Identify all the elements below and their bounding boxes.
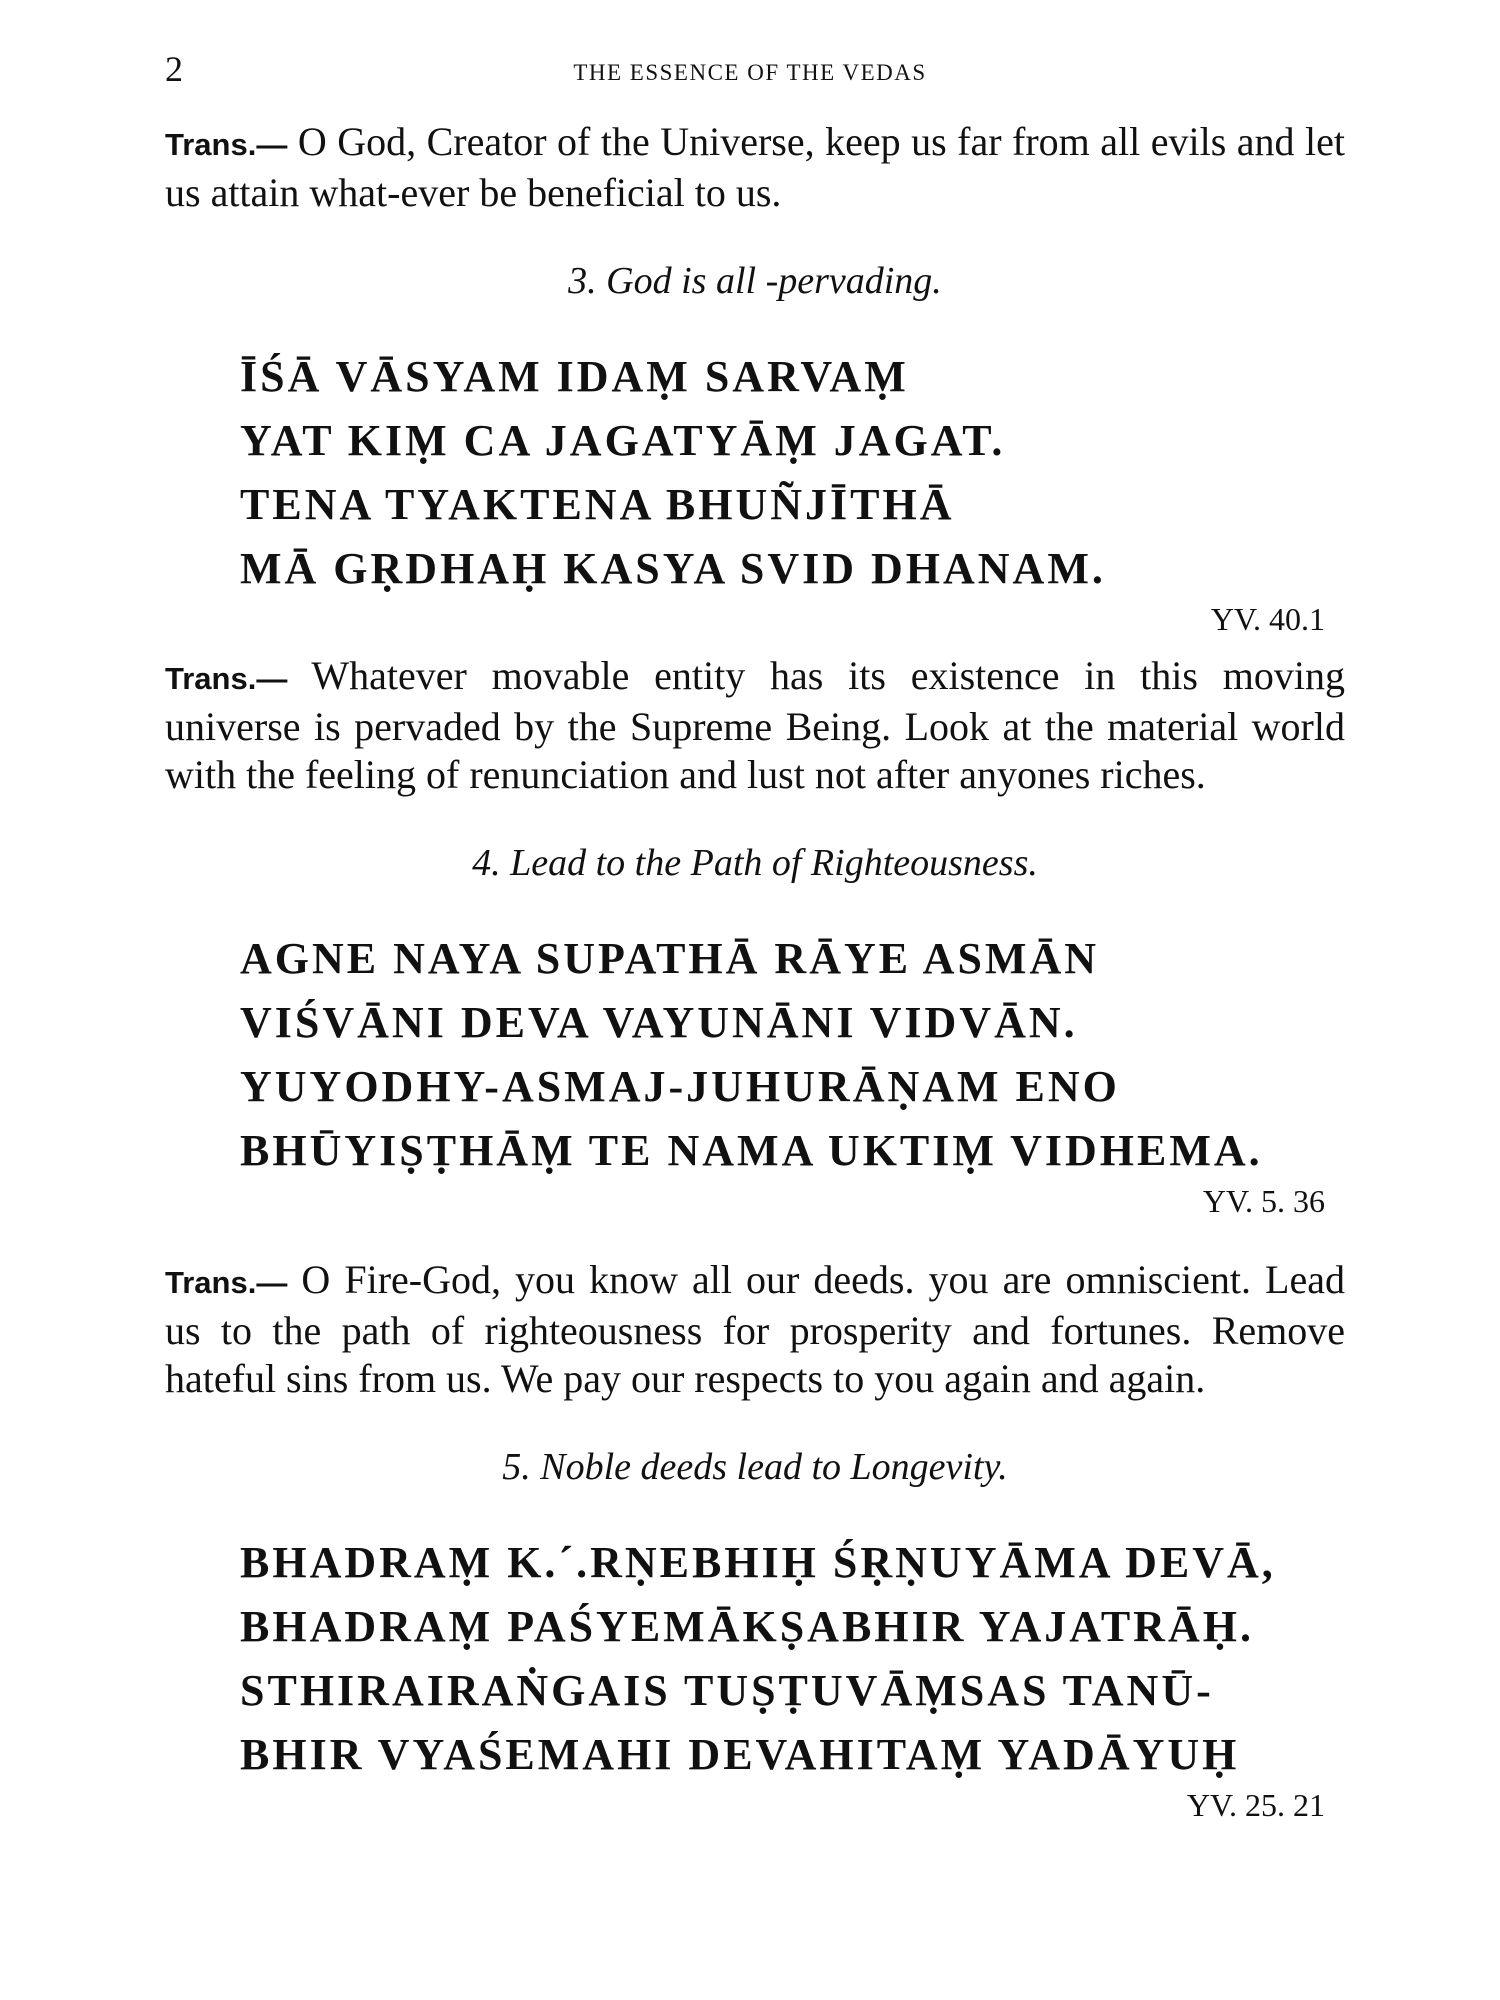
running-title: THE ESSENCE OF THE VEDAS bbox=[573, 60, 927, 85]
page-body bbox=[165, 118, 1345, 1824]
verse-line: ĪŚĀ VĀSYAM IDAṂ SARVAṂ bbox=[240, 352, 909, 401]
verse-line: AGNE NAYA SUPATHĀ RĀYE ASMĀN bbox=[240, 934, 1100, 983]
translation-paragraph bbox=[165, 652, 1345, 799]
verse-line: TENA TYAKTENA BHUÑJĪTHĀ bbox=[240, 480, 955, 529]
trans-label: Trans.— bbox=[165, 661, 288, 696]
verse-reference: YV. 40.1 bbox=[1210, 601, 1325, 637]
verse-line: YAT KIṂ CA JAGATYĀṂ JAGAT. bbox=[240, 416, 1006, 465]
section-heading: 3. God is all -pervading. bbox=[568, 260, 942, 302]
section-heading: 4. Lead to the Path of Righteousness. bbox=[472, 842, 1038, 884]
verse-block bbox=[240, 927, 1345, 1183]
translation-text: O Fire-God, you know all our deeds. you are omniscient. Lead us to the path of righteousness for prosperity and fortunes. Remove hateful sins from us. We pay our respects to you again and again. bbox=[165, 1257, 1346, 1401]
verse-reference: YV. 25. 21 bbox=[1186, 1787, 1325, 1823]
verse-line: MĀ GṚDHAḤ KASYA SVID DHANAM. bbox=[240, 544, 1106, 593]
translation-paragraph bbox=[165, 118, 1345, 217]
verse-block bbox=[240, 345, 1345, 601]
verse-line: BHADRAṂ K.´.RṆEBHIḤ ŚṚṆUYĀMA DEVĀ, bbox=[240, 1538, 1276, 1587]
verse-line: BHADRAṂ PAŚYEMĀKṢABHIR YAJATRĀḤ. bbox=[240, 1602, 1254, 1651]
trans-label: Trans.— bbox=[165, 127, 288, 162]
section-heading: 5. Noble deeds lead to Longevity. bbox=[502, 1446, 1008, 1488]
verse-line: BHIR VYAŚEMAHI DEVAHITAṂ YADĀYUḤ bbox=[240, 1730, 1240, 1779]
page-header bbox=[0, 48, 1500, 98]
page-number: 2 bbox=[165, 49, 183, 89]
trans-label: Trans.— bbox=[165, 1265, 288, 1300]
verse-reference: YV. 5. 36 bbox=[1202, 1183, 1325, 1219]
translation-text: Whatever movable entity has its existence in this moving universe is pervaded by the Supreme Being. Look at the material world with the feeling of renunciation and lust not after anyones riches. bbox=[165, 653, 1345, 797]
verse-line: VIŚVĀNI DEVA VAYUNĀNI VIDVĀN. bbox=[240, 998, 1078, 1047]
translation-paragraph bbox=[165, 1256, 1345, 1403]
verse-line: BHŪYIṢṬHĀṂ TE NAMA UKTIṂ VIDHEMA. bbox=[240, 1126, 1263, 1175]
verse-line: YUYODHY-ASMAJ-JUHURĀṆAM ENO bbox=[240, 1062, 1120, 1111]
verse-line: STHIRAIRAṄGAIS TUṢṬUVĀṂSAS TANŪ- bbox=[240, 1666, 1214, 1715]
verse-block bbox=[240, 1531, 1345, 1787]
translation-text: O God, Creator of the Universe, keep us far from all evils and let us attain what-ever be beneficial to us. bbox=[165, 119, 1346, 215]
